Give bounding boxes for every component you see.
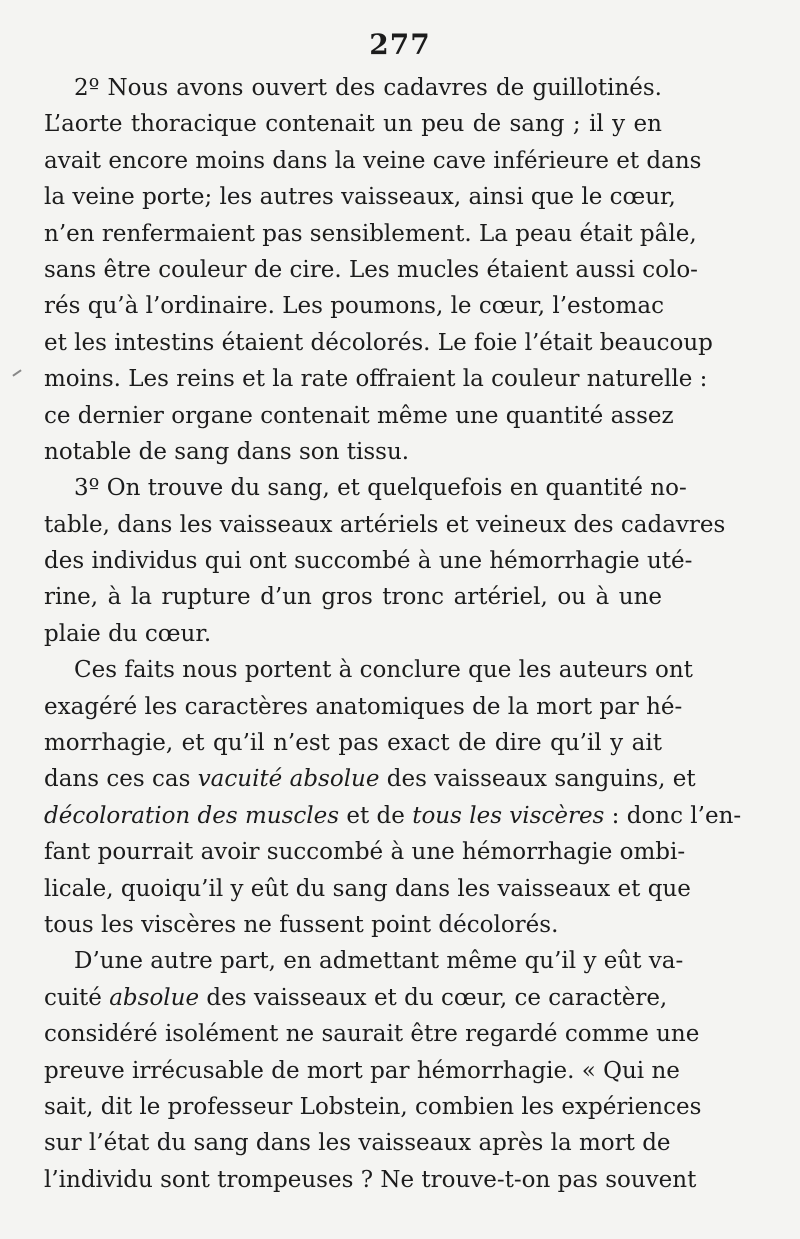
text-line: des individus qui ont succombé à une hémorrhagie uté-	[44, 548, 693, 575]
text-line: D’une autre part, en admettant même qu’il y eût va-	[74, 948, 684, 975]
text-line: table, dans les vaisseaux artériels et veineux des cadavres	[44, 511, 726, 538]
text-line: n’en renfermaient pas sensiblement. La peau était pâle,	[44, 220, 697, 247]
text-line: morrhagie, et qu’il n’est pas exact de dire qu’il y ait	[44, 730, 662, 757]
text-line: preuve irrécusable de mort par hémorrhagie. « Qui ne	[44, 1057, 680, 1084]
text-line: moins. Les reins et la rate offraient la couleur naturelle :	[44, 366, 708, 393]
text-line: 2º Nous avons ouvert des cadavres de guillotinés.	[74, 75, 662, 101]
text-line: considéré isolément ne saurait être regardé comme une	[44, 1021, 700, 1048]
text-line: tous les viscères ne fussent point décolorés.	[44, 911, 559, 938]
text-line: la veine porte; les autres vaisseaux, ainsi que le cœur,	[44, 184, 676, 211]
text-line: sait, dit le professeur Lobstein, combien les expériences	[44, 1093, 702, 1120]
text-line: plaie du cœur.	[44, 620, 212, 647]
page-number: 277	[369, 28, 431, 61]
text-line: fant pourrait avoir succombé à une hémorrhagie ombi-	[44, 839, 686, 866]
body-text	[44, 70, 742, 1198]
text-line: licale, quoiqu’il y eût du sang dans les vaisseaux et que	[44, 875, 691, 902]
text-line: L’aorte thoracique contenait un peu de sang ; il y en	[44, 111, 662, 138]
text-line: cuité absolue des vaisseaux et du cœur, ce caractère,	[44, 984, 668, 1011]
text-line: rine, à la rupture d’un gros tronc artériel, ou à une	[44, 584, 662, 611]
text-line: sans être couleur de cire. Les mucles étaient aussi colo-	[44, 256, 698, 283]
text-line: 3º On trouve du sang, et quelquefois en quantité no-	[74, 475, 687, 502]
text-line: exagéré les caractères anatomiques de la mort par hé-	[44, 693, 683, 720]
text-line: rés qu’à l’ordinaire. Les poumons, le cœur, l’estomac	[44, 293, 664, 320]
text-line: et les intestins étaient décolorés. Le foie l’était beaucoup	[44, 329, 713, 356]
margin-mark	[12, 369, 21, 376]
text-line: ce dernier organe contenait même une quantité assez	[44, 402, 674, 429]
text-line: dans ces cas vacuité absolue des vaisseaux sanguins, et	[44, 766, 696, 793]
text-line: l’individu sont trompeuses ? Ne trouve-t-on pas souvent	[44, 1166, 697, 1193]
text-line: sur l’état du sang dans les vaisseaux après la mort de	[44, 1130, 671, 1157]
text-line: Ces faits nous portent à conclure que les auteurs ont	[74, 657, 693, 684]
text-line: notable de sang dans son tissu.	[44, 438, 410, 465]
text-line: avait encore moins dans la veine cave inférieure et dans	[44, 147, 702, 174]
text-line: décoloration des muscles et de tous les viscères : donc l’en-	[44, 802, 742, 829]
